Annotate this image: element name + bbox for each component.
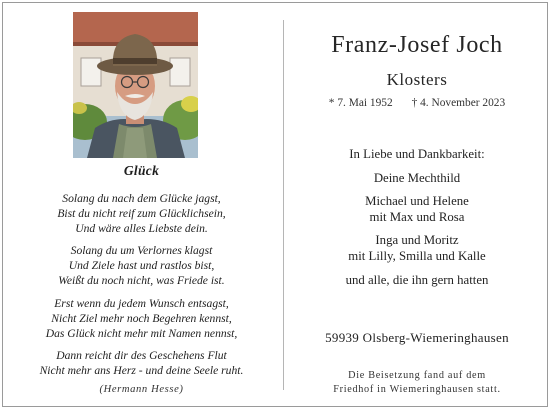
mourner-line: Michael und Helene (365, 194, 469, 208)
poem-line: Solang du um Verlornes klagst (70, 244, 213, 257)
funeral-line: Friedhof in Wiemeringhausen statt. (333, 384, 501, 395)
mourner-line: mit Max und Rosa (369, 210, 465, 224)
birth-date: * 7. Mai 1952 (328, 97, 393, 109)
mourners-intro (284, 146, 550, 162)
poem-line: Nicht mehr ans Herz - und deine Seele ruht. (39, 364, 244, 377)
poem-stanza-1 (0, 191, 283, 236)
poem-line: Und Ziele hast und rastlos bist, (68, 259, 215, 272)
poem-line: Das Glück nicht mehr mit Namen nennst, (45, 327, 238, 340)
funeral-line: Die Beisetzung fand auf dem (348, 370, 486, 381)
mourners-intro-text: In Liebe und Dankbarkeit: (349, 147, 485, 161)
poem-stanza-4 (0, 348, 283, 378)
mourner-family-1 (284, 193, 550, 225)
mourner-wife (284, 170, 550, 186)
poem-line: Und wäre alles Liebste dein. (75, 222, 208, 235)
poem-line: Erst wenn du jedem Wunsch entsagst, (54, 297, 229, 310)
poem-line: Bist du nicht reif zum Glücklichsein, (57, 207, 226, 220)
portrait-photo (73, 12, 198, 158)
mourner-family-2 (284, 232, 550, 264)
poem-stanza-2 (0, 243, 283, 288)
deceased-place: Klosters (386, 70, 448, 89)
mourner-wife-text: Deine Mechthild (373, 171, 461, 185)
funeral-notice (284, 369, 550, 397)
mourner-others (284, 272, 550, 288)
life-dates (284, 97, 550, 109)
poem-line: Dann reicht dir des Geschehens Flut (56, 349, 227, 362)
mourner-line: Inga und Moritz (375, 233, 459, 247)
address: 59939 Olsberg-Wiemeringhausen (325, 330, 509, 345)
mourner-others-text: und alle, die ihn gern hatten (345, 273, 489, 287)
mourner-line: mit Lilly, Smilla und Kalle (348, 249, 486, 263)
death-date: † 4. November 2023 (411, 97, 506, 109)
deceased-name: Franz-Josef Joch (331, 32, 503, 58)
poem-line: Weißt du noch nicht, was Friede ist. (58, 274, 225, 287)
poem-line: Nicht Ziel mehr noch Begehren kennst, (51, 312, 232, 325)
poem-author: (Hermann Hesse) (99, 384, 184, 395)
poem-line: Solang du nach dem Glücke jagst, (62, 192, 221, 205)
poem-stanza-3 (0, 296, 283, 341)
poem-title: Glück (123, 163, 160, 178)
